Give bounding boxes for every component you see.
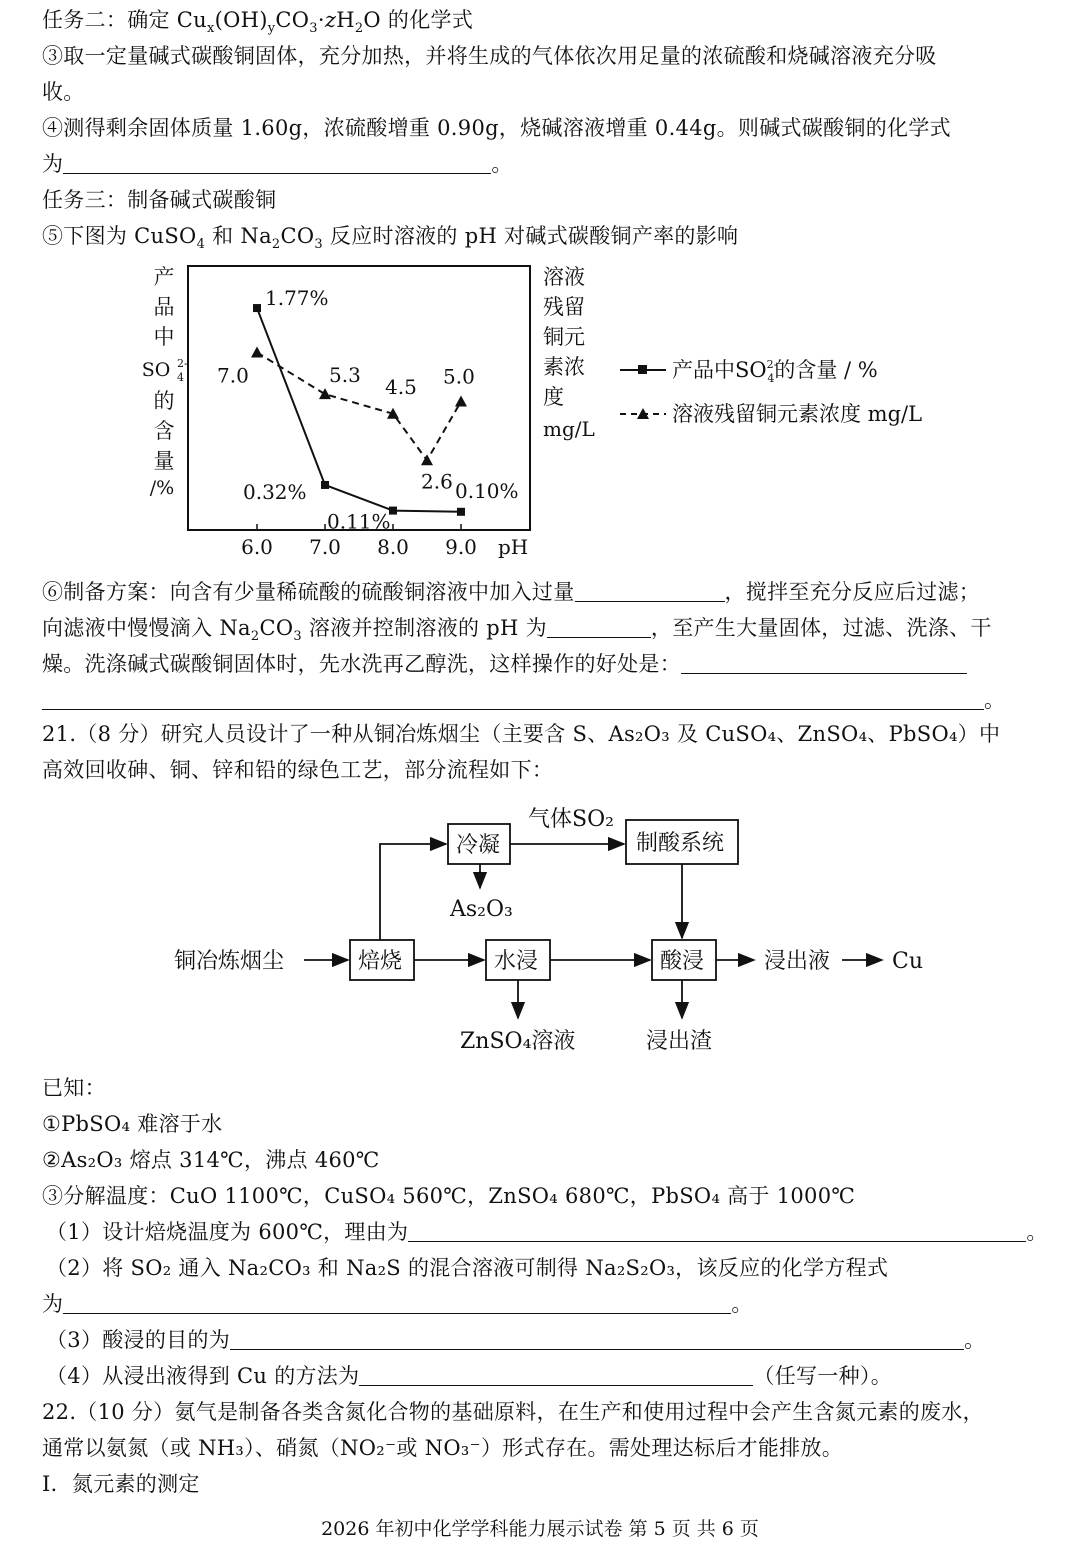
flow-znso4: ZnSO₄溶液 (460, 1029, 576, 1054)
x-tick-label: 9.0 (445, 535, 477, 559)
left-axis-char: 的 (153, 389, 175, 413)
answer-blank-equation[interactable] (63, 1293, 731, 1314)
right-axis-text: mg/L (543, 417, 595, 441)
answer-blank-reason[interactable] (408, 1221, 1026, 1242)
flow-start: 铜冶炼烟尘 (174, 949, 285, 974)
x-tick-label: 8.0 (377, 535, 409, 559)
answer-blank-ph[interactable] (547, 617, 651, 638)
flow-residue: 浸出渣 (646, 1029, 713, 1054)
q21-part1: （1）设计焙烧温度为 600℃，理由为 。 (46, 1220, 1048, 1244)
answer-blank-method[interactable] (359, 1365, 753, 1386)
left-axis-sub: 4 (177, 371, 184, 384)
flow-cu: Cu (892, 949, 924, 974)
step3-line2: 收。 (42, 80, 85, 104)
data-label-cu: 7.0 (217, 363, 249, 388)
right-axis-text: 素浓 (543, 355, 585, 379)
right-axis-text: 度 (543, 385, 564, 409)
step6-line1: ⑥制备方案：向含有少量稀硫酸的硫酸铜溶液中加入过量 ，搅拌至充分反应后过滤； (42, 580, 981, 604)
left-axis-sup: 2- (177, 357, 188, 370)
legend-square-marker (638, 365, 647, 374)
ph-chart (130, 258, 980, 568)
x-tick-label: 6.0 (241, 535, 273, 559)
flow-as2o3: As₂O₃ (450, 897, 513, 922)
left-axis-char: 中 (153, 325, 175, 349)
right-axis-text: 铜元 (543, 325, 585, 349)
flow-leachate: 浸出液 (764, 949, 831, 974)
process-flow-diagram (170, 796, 930, 1066)
task2-title: 任务二：确定 $Cu_x(OH)_yCO_3\cdot zH_2O$ 的化学式 (42, 8, 474, 37)
flow-acid-leach: 酸浸 (660, 949, 705, 974)
q21-line1: 21.（8 分）研究人员设计了一种从铜冶炼烟尘（主要含 S、As₂O₃ 及 CuSO₄、ZnSO₄、PbSO₄）中 (42, 722, 1001, 746)
step6-line4: 。 (42, 686, 1005, 714)
data-label-cu: 5.3 (329, 363, 361, 388)
data-label-so4: 1.77% (265, 286, 329, 311)
flow-acid-system: 制酸系统 (636, 831, 725, 856)
answer-blank-benefit[interactable] (681, 653, 967, 674)
left-axis-char: /% (149, 477, 175, 499)
known-title: 已知： (42, 1076, 106, 1100)
q21-line2: 高效回收砷、铜、锌和铅的绿色工艺，部分流程如下： (42, 758, 554, 782)
flow-condense: 冷凝 (456, 833, 501, 858)
left-axis-char: 产 (153, 265, 175, 289)
q21-part4: （4）从浸出液得到 Cu 的方法为 （任写一种）。 (46, 1364, 893, 1388)
series-cu (217, 347, 475, 494)
known-3: ③分解温度：CuO 1100℃，CuSO₄ 560℃，ZnSO₄ 680℃，PbSO₄ 高于 1000℃ (42, 1184, 856, 1208)
data-label-so4: 0.32% (243, 479, 307, 504)
data-label-cu: 2.6 (421, 469, 453, 494)
data-point-so4 (253, 304, 261, 312)
flow-gas: 气体SO₂ (528, 807, 614, 832)
data-point-cu (319, 388, 331, 399)
legend (620, 358, 922, 426)
answer-blank-purpose[interactable] (230, 1329, 964, 1350)
right-axis-label (543, 265, 595, 441)
q22-line1: 22.（10 分）氨气是制备各类含氮化合物的基础原料，在生产和使用过程中会产生含氮元素的废水， (42, 1400, 984, 1424)
q21-part2-line1: （2）将 SO₂ 通入 Na₂CO₃ 和 Na₂S 的混合溶液可制得 Na₂S₂O₃，该反应的化学方程式 (46, 1256, 889, 1280)
data-point-cu (421, 454, 433, 465)
data-label-so4: 0.10% (455, 478, 519, 503)
page-footer: 2026 年初中化学学科能力展示试卷 第 5 页 共 6 页 (321, 1518, 759, 1540)
data-label-cu: 4.5 (385, 374, 417, 399)
step4-line2: 为 。 (42, 152, 513, 176)
known-1: ①PbSO₄ 难溶于水 (42, 1112, 223, 1136)
left-axis-char: 量 (153, 449, 175, 473)
left-axis-char: 品 (153, 295, 175, 319)
answer-blank-reagent[interactable] (575, 581, 725, 602)
left-axis-char: SO (141, 359, 171, 381)
step6-line2: 向滤液中慢慢滴入 $Na_2CO_3$ 溶液并控制溶液的 pH 为 ，至产生大量固体，过滤、洗涤、干 (42, 616, 992, 645)
step3-line1: ③取一定量碱式碳酸铜固体，充分加热，并将生成的气体依次用足量的浓硫酸和烧碱溶液充分吸 (42, 44, 937, 68)
step6-line3: 燥。洗涤碱式碳酸铜固体时，先水洗再乙醇洗，这样操作的好处是： (42, 650, 967, 678)
legend-item-cu: 溶液残留铜元素浓度 mg/L (672, 402, 923, 426)
left-axis-label (142, 265, 188, 499)
q21-part2-line2: 为 。 (42, 1292, 753, 1316)
step5-line: ⑤下图为 CuSO$_4$ 和 $Na_2CO_3$ 反应时溶液的 pH 对碱式碳酸铜产率的影响 (42, 224, 739, 253)
task3-title: 任务三：制备碱式碳酸铜 (42, 188, 277, 212)
data-point-so4 (321, 481, 329, 489)
x-tick-label: 7.0 (309, 535, 341, 559)
q22-line2: 通常以氨氮（或 NH₃）、硝氮（NO₂⁻或 NO₃⁻）形式存在。需处理达标后才能排放。 (42, 1436, 844, 1460)
flow-water-leach: 水浸 (494, 949, 539, 974)
q21-part3: （3）酸浸的目的为 。 (46, 1328, 986, 1352)
data-point-so4 (457, 508, 465, 516)
answer-blank-formula[interactable] (63, 153, 491, 174)
legend-item-so4: 产品中$SO^{2-}4$的含量 / % (672, 358, 878, 385)
step4-line1: ④测得剩余固体质量 1.60g，浓硫酸增重 0.90g，烧碱溶液增重 0.44g。则碱式碳酸铜的化学式 (42, 116, 951, 140)
data-point-cu (455, 396, 467, 407)
answer-blank-benefit-cont[interactable] (42, 689, 984, 710)
right-axis-text: 残留 (543, 295, 585, 319)
known-2: ②As₂O₃ 熔点 314℃，沸点 460℃ (42, 1148, 380, 1172)
data-label-so4: 0.11% (327, 509, 391, 534)
flow-roast: 焙烧 (358, 949, 403, 974)
q22-line3: I．氮元素的测定 (42, 1472, 200, 1496)
left-axis-char: 含 (153, 419, 175, 443)
right-axis-text: 溶液 (543, 265, 585, 289)
data-label-cu: 5.0 (443, 364, 475, 389)
x-axis-label: pH (498, 535, 529, 559)
data-point-cu (251, 347, 263, 358)
